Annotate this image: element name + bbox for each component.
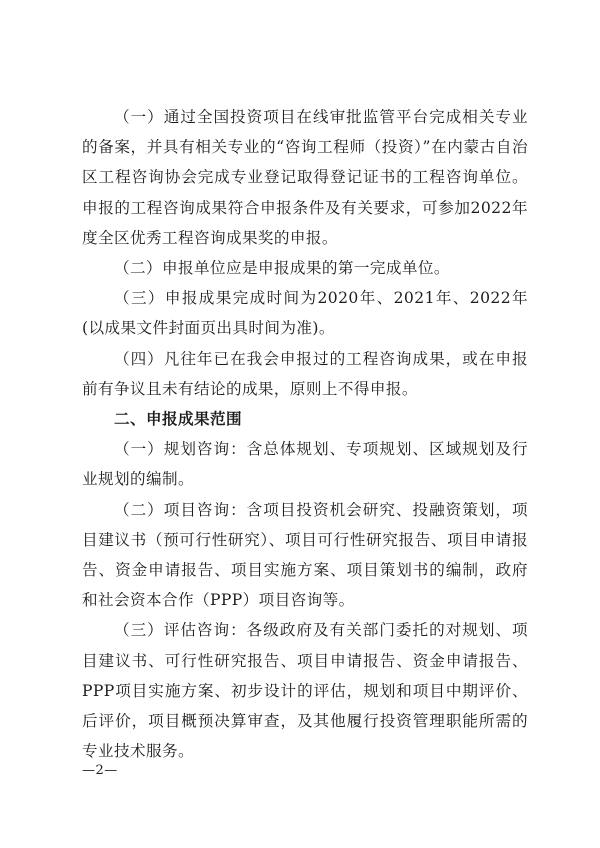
section-heading-scope: 二、申报成果范围 — [114, 410, 242, 429]
paragraph-prior-submissions: （四）凡往年已在我会申报过的工程咨询成果，或在申报前有争议且未有结论的成果，原则上不得申报。 — [82, 349, 528, 398]
paragraph-evaluation-consulting: （三）评估咨询：各级政府及有关部门委托的对规划、项目建议书、可行性研究报告、项目申请报告、资金申请报告、PPP项目实施方案、初步设计的评估，规划和项目中期评价、后评价，项目概预决算审查，及其他履行投资管理职能所需的专业技术服务。 — [82, 621, 528, 761]
paragraph-project-consulting: （二）项目咨询：含项目投资机会研究、投融资策划，项目建议书（预可行性研究）、项目可行性研究报告、项目申请报告、资金申请报告、项目实施方案、项目策划书的编制，政府和社会资本合作（PPP）项目咨询等。 — [82, 500, 528, 610]
document-body — [82, 102, 528, 766]
paragraph-completion-time: （三）申报成果完成时间为2020年、2021年、2022年(以成果文件封面页出具时间为准)。 — [82, 289, 528, 338]
paragraph-eligibility-units: （一）通过全国投资项目在线审批监管平台完成相关专业的备案，并具有相关专业的“咨询工程师（投资）”在内蒙古自治区工程咨询协会完成专业登记取得登记证书的工程咨询单位。申报的工程咨询成果符合申报条件及有关要求，可参加2022年度全区优秀工程咨询成果奖的申报。 — [82, 108, 528, 247]
paragraph-planning-consulting: （一）规划咨询：含总体规划、专项规划、区域规划及行业规划的编制。 — [82, 440, 528, 489]
paragraph-first-completion-unit: （二）申报单位应是申报成果的第一完成单位。 — [114, 259, 450, 278]
page-number: —2— — [82, 763, 118, 778]
